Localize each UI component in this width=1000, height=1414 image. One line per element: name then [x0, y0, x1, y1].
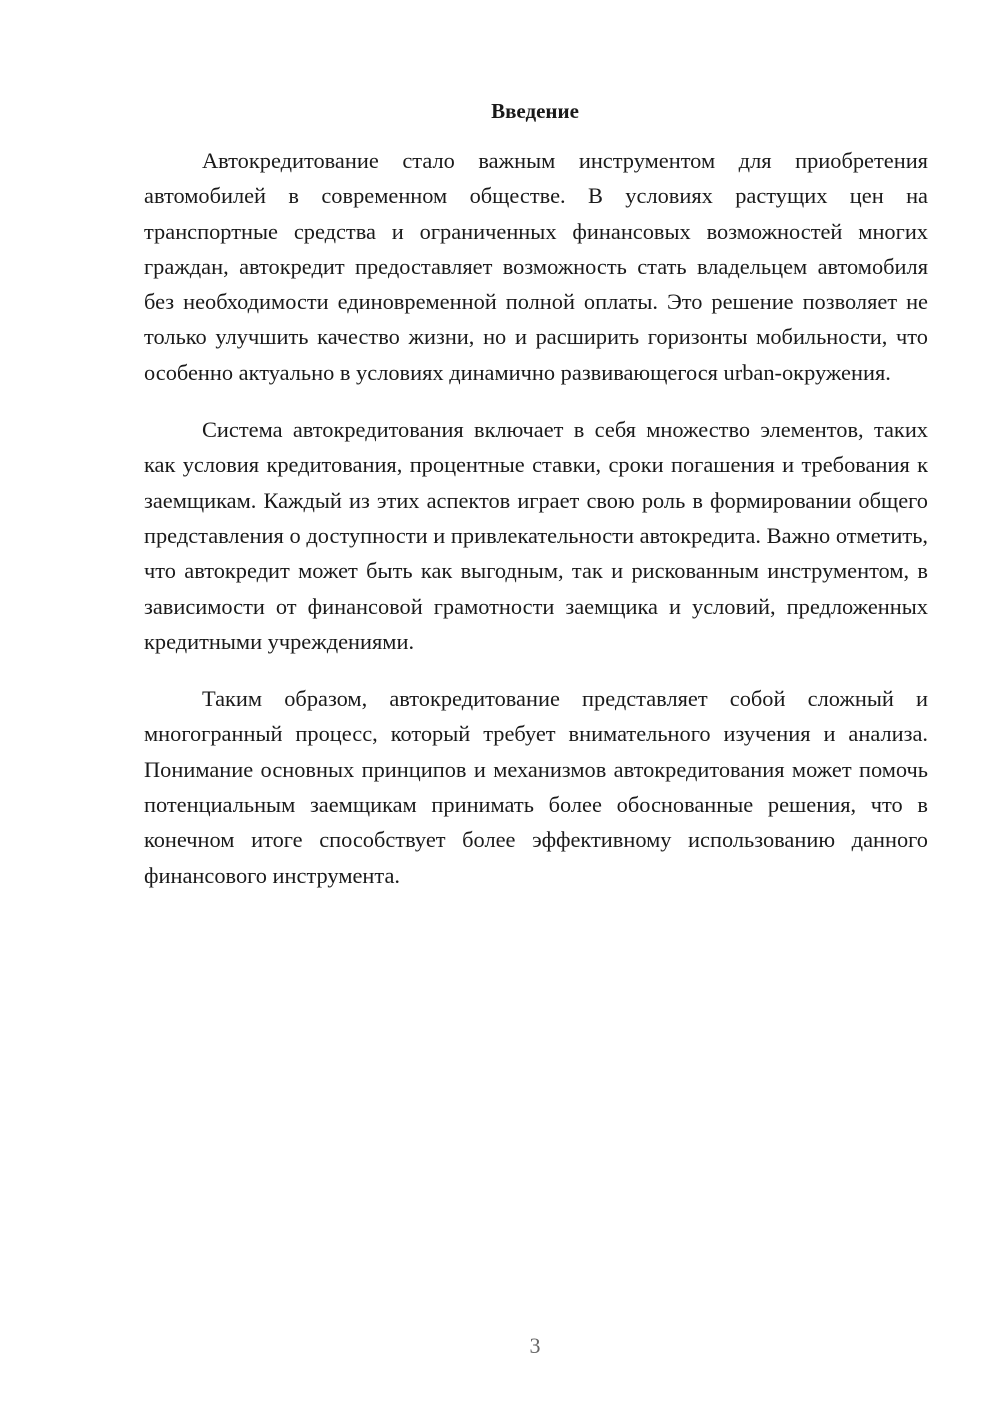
- paragraph-1: Автокредитование стало важным инструментом для приобретения автомобилей в современном обществе. В условиях растущих цен на транспортные средства и ограниченных финансовых возможностей многих граждан, автокредит предоставляет возможность стать владельцем автомобиля без необходимости единовременной полной оплаты. Это решение позволяет не только улучшить качество жизни, но и расширить горизонты мобильности, что особенно актуально в условиях динамично развивающегося urban-окружения.: [144, 148, 928, 385]
- paragraph-2: Система автокредитования включает в себя множество элементов, таких как условия кредитования, процентные ставки, сроки погашения и требования к заемщикам. Каждый из этих аспектов играет свою роль в формировании общего представления о доступности и привлекательности автокредита. Важно отметить, что автокредит может быть как выгодным, так и рискованным инструментом, в зависимости от финансовой грамотности заемщика и условий, предложенных кредитными учреждениями.: [144, 417, 928, 654]
- section-title: Введение: [491, 99, 579, 123]
- document-body: [144, 143, 928, 915]
- paragraph-3: Таким образом, автокредитование представляет собой сложный и многогранный процесс, который требует внимательного изучения и анализа. Понимание основных принципов и механизмов автокредитования может помочь потенциальным заемщикам принимать более обоснованные решения, что в конечном итоге способствует более эффективному использованию данного финансового инструмента.: [144, 686, 928, 888]
- page-number: 3: [529, 1333, 541, 1358]
